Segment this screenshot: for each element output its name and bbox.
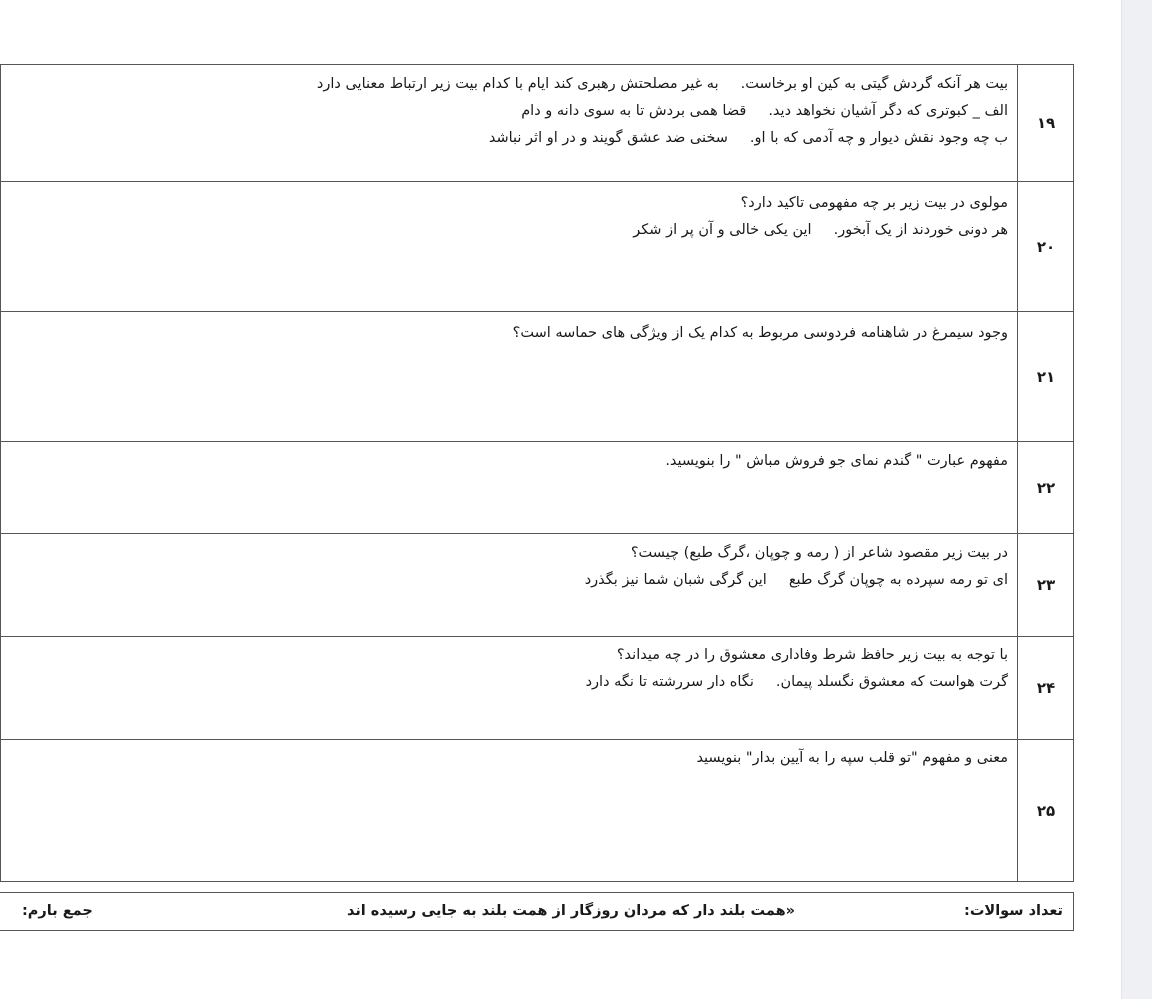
question-row	[0, 442, 1074, 534]
question-row	[0, 637, 1074, 740]
question-number: ۲۵	[1036, 801, 1056, 820]
question-line: مفهوم عبارت " گندم نمای جو فروش مباش " را بنویسید.	[665, 453, 1008, 469]
question-number: ۲۳	[1036, 576, 1056, 594]
question-line: ب چه وجود نقش دیوار و چه آدمی که با او.سخنی ضد عشق گویند و در او اثر نباشد	[488, 130, 1008, 146]
question-line: گرت هواست که معشوق نگسلد پیمان.نگاه دار سررشته تا نگه دارد	[585, 674, 1008, 690]
question-text	[0, 637, 1018, 739]
exam-footer	[0, 892, 1074, 931]
question-number: ۱۹	[1036, 114, 1056, 132]
question-text	[0, 312, 1018, 441]
exam-question-table	[0, 64, 1074, 881]
question-line: الف _ کبوتری که دگر آشیان نخواهد دید.قضا همی بردش تا به سوی دانه و دام	[521, 103, 1008, 119]
question-line: مولوی در بیت زیر بر چه مفهومی تاکید دارد؟	[740, 195, 1008, 211]
total-score-label: جمع بارم:	[22, 903, 93, 919]
question-row	[0, 65, 1074, 182]
question-text	[0, 442, 1018, 533]
question-line: در بیت زیر مقصود شاعر از ( رمه و چوپان ،گرگ طبع) چیست؟	[630, 545, 1008, 561]
question-row	[0, 182, 1074, 312]
question-line: با توجه به بیت زیر حافظ شرط وفاداری معشوق را در چه میداند؟	[616, 647, 1008, 663]
question-line: بیت هر آنکه گردش گیتی به کین او برخاست.به غیر مصلحتش رهبری کند ایام با کدام بیت زیر ارتباط معنایی دارد	[316, 76, 1008, 92]
question-text	[0, 534, 1018, 636]
question-row	[0, 740, 1074, 882]
motto-quote: «همت بلند دار که مردان روزگار از همت بلند به جایی رسیده اند	[346, 903, 795, 919]
question-number: ۲۰	[1036, 237, 1056, 256]
question-row	[0, 534, 1074, 637]
question-text	[0, 182, 1018, 311]
question-line: وجود سیمرغ در شاهنامه فردوسی مربوط به کدام یک از ویژگی های حماسه است؟	[512, 325, 1008, 341]
question-text	[0, 740, 1018, 881]
question-number: ۲۴	[1036, 679, 1056, 697]
question-line: هر دونی خوردند از یک آبخور.این یکی خالی و آن پر از شکر	[633, 222, 1008, 238]
question-number: ۲۲	[1036, 478, 1056, 497]
question-row	[0, 312, 1074, 442]
question-text	[0, 65, 1018, 181]
question-number: ۲۱	[1036, 367, 1056, 386]
question-line: معنی و مفهوم "تو قلب سپه را به آیین بدار" بنویسید	[696, 750, 1008, 766]
question-count-label: تعداد سوالات:	[964, 903, 1063, 919]
question-line: ای تو رمه سپرده به چوپان گرگ طبعاین گرگی شبان شما نیز بگذرد	[584, 572, 1008, 588]
viewer-side-strip	[1121, 0, 1152, 999]
